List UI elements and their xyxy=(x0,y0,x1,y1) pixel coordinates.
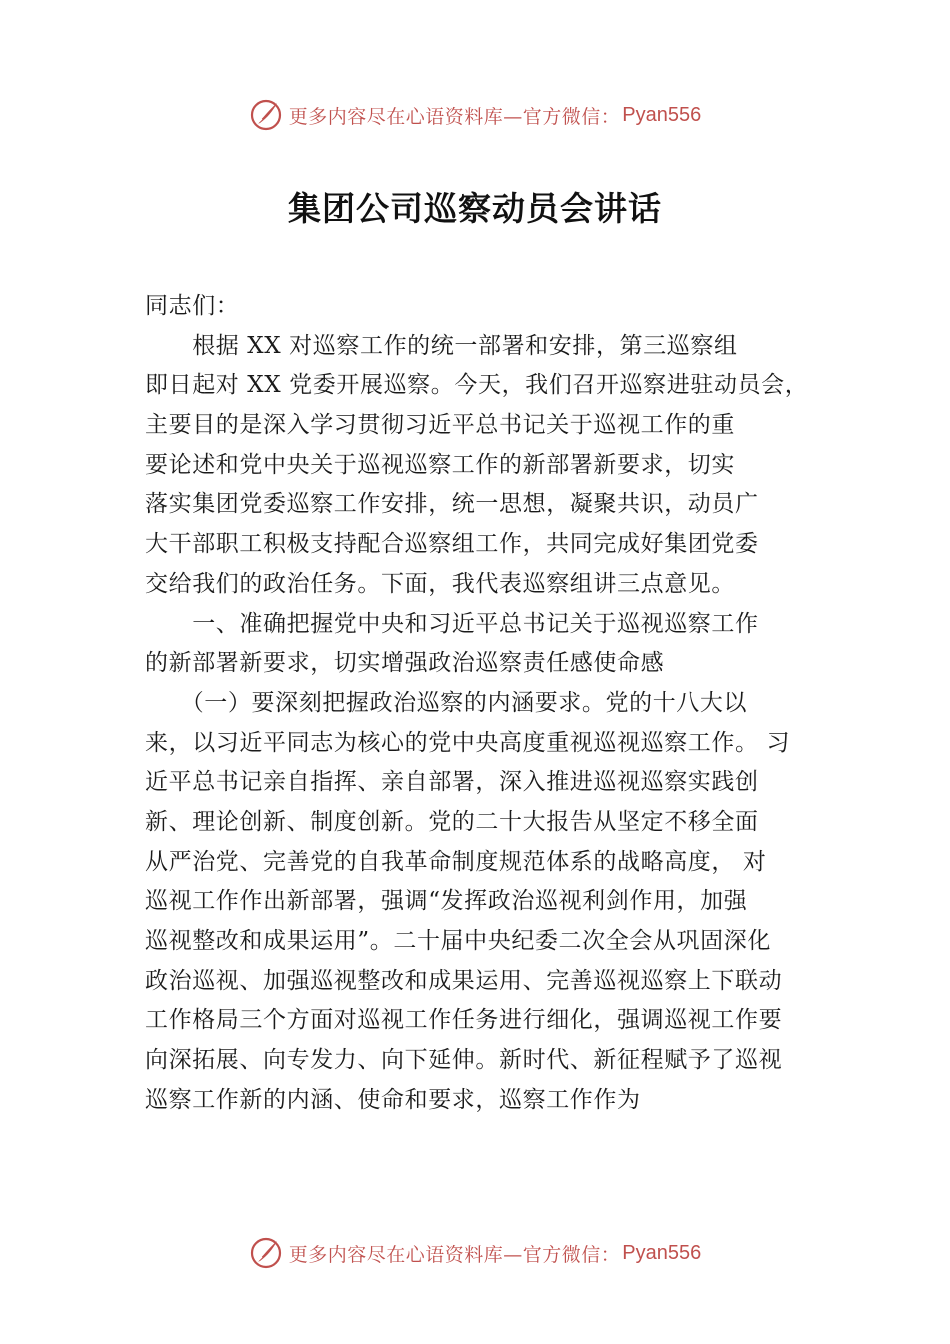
body-line: 主要目的是深入学习贯彻习近平总书记关于巡视工作的重 xyxy=(145,412,735,439)
body-line: 巡察工作新的内涵、使命和要求，巡察工作作为 xyxy=(145,1086,641,1113)
body-line: 即日起对 XX 党委开展巡察。今天，我们召开巡察进驻动员会， xyxy=(145,372,809,399)
body-line: （一）要深刻把握政治巡察的内涵要求。党的十八大以 xyxy=(145,689,748,716)
body-line: 落实集团党委巡察工作安排，统一思想，凝聚共识，动员广 xyxy=(145,491,759,518)
header-banner-text: 更多内容尽在心语资料库—官方微信： xyxy=(288,105,621,128)
footer-wechat-id: Pyan556 xyxy=(622,1241,702,1264)
header-wechat-id: Pyan556 xyxy=(622,103,702,126)
body-line: 工作格局三个方面对巡视工作任务进行细化，强调巡视工作要 xyxy=(145,1007,783,1034)
body-line: 交给我们的政治任务。下面，我代表巡察组讲三点意见。 xyxy=(145,570,735,597)
body-line: 的新部署新要求，切实增强政治巡察责任感使命感 xyxy=(145,650,665,677)
quill-logo-icon xyxy=(249,1236,283,1270)
document-title: 集团公司巡察动员会讲话 xyxy=(288,189,662,228)
body-line: 大干部职工积极支持配合巡察组工作，共同完成好集团党委 xyxy=(145,531,759,558)
body-line: 向深拓展、向专发力、向下延伸。新时代、新征程赋予了巡视 xyxy=(145,1047,783,1074)
body-line: 根据 XX 对巡察工作的统一部署和安排，第三巡察组 xyxy=(145,332,738,359)
body-line: 从严治党、完善党的自我革命制度规范体系的战略高度， 对 xyxy=(145,848,767,875)
body-line: 一、准确把握党中央和习近平总书记关于巡视巡察工作 xyxy=(145,610,759,637)
quill-logo-icon xyxy=(249,98,283,132)
body-line: 近平总书记亲自指挥、亲自部署，深入推进巡视巡察实践创 xyxy=(145,769,759,796)
body-line: 政治巡视、加强巡视整改和成果运用、完善巡视巡察上下联动 xyxy=(145,967,783,994)
header-banner xyxy=(0,95,950,135)
body-line: 同志们： xyxy=(145,293,240,319)
body-line: 来，以习近平同志为核心的党中央高度重视巡视巡察工作。 习 xyxy=(145,729,791,756)
body-line: 要论述和党中央关于巡视巡察工作的新部署新要求，切实 xyxy=(145,451,735,478)
body-line: 新、理论创新、制度创新。党的二十大报告从坚定不移全面 xyxy=(145,808,759,835)
body-line: 巡视工作作出新部署，强调“发挥政治巡视利剑作用，加强 xyxy=(145,888,748,915)
body-line: 巡视整改和成果运用”。二十届中央纪委二次全会从巩固深化 xyxy=(145,928,771,954)
footer-banner-text: 更多内容尽在心语资料库—官方微信： xyxy=(288,1243,621,1266)
footer-banner xyxy=(0,1233,950,1273)
document-body xyxy=(145,287,825,1120)
